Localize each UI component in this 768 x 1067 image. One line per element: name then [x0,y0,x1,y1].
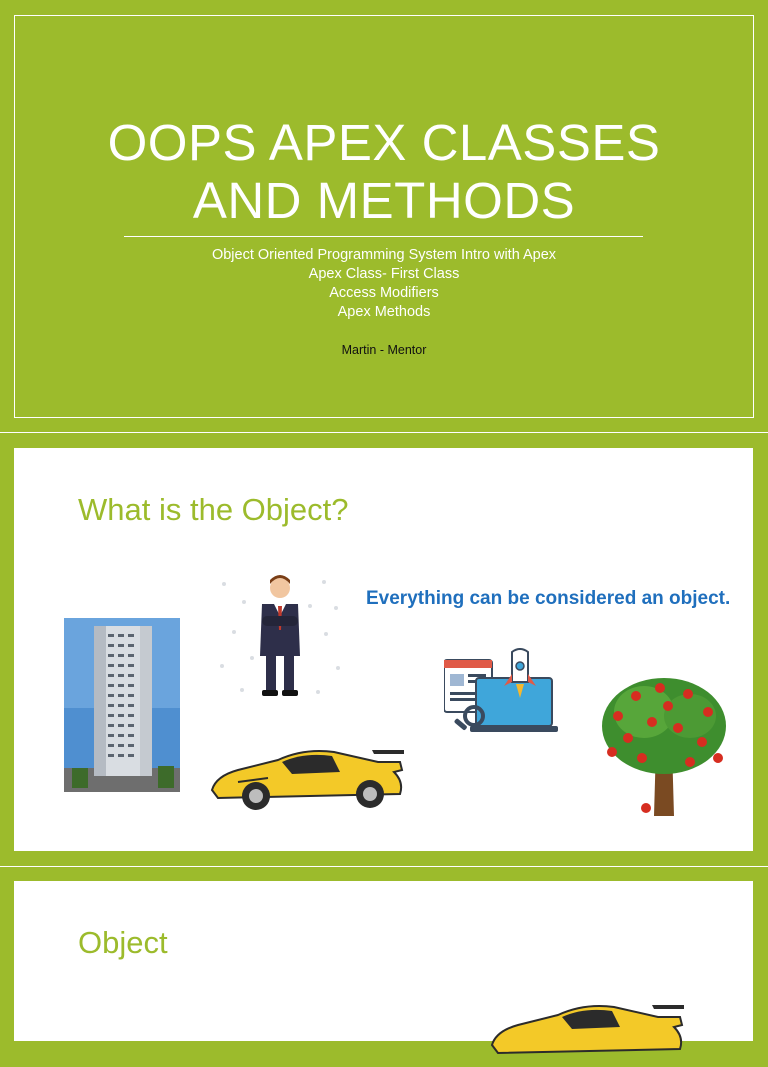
laptop-rocket-image [444,648,560,734]
object-slide [14,881,753,1041]
object-intro-slide [14,448,753,851]
businessman-image [214,572,346,704]
slide-title [40,114,728,230]
sports-car-image [488,997,688,1067]
sports-car-image [208,742,408,812]
slide-separator [0,432,768,433]
subtitle-line-4: Apex Methods [337,304,431,320]
slide-separator [0,866,768,867]
title-line-1: OOPS APEX CLASSES [107,114,661,171]
title-divider [124,236,643,237]
title-slide [0,0,768,432]
slide-tagline: Everything can be considered an object. [366,588,731,609]
building-image [64,618,180,792]
subtitle-line-3: Access Modifiers [329,285,439,301]
slide-heading: What is the Object? [78,492,349,527]
title-line-2: AND METHODS [192,172,576,229]
author-credit: Martin - Mentor [341,343,427,357]
subtitle-line-2: Apex Class- First Class [308,266,460,282]
subtitle-line-1: Object Oriented Programming System Intro with Apex [211,247,557,263]
apple-tree-image [598,676,730,818]
slide-heading: Object [78,925,168,960]
